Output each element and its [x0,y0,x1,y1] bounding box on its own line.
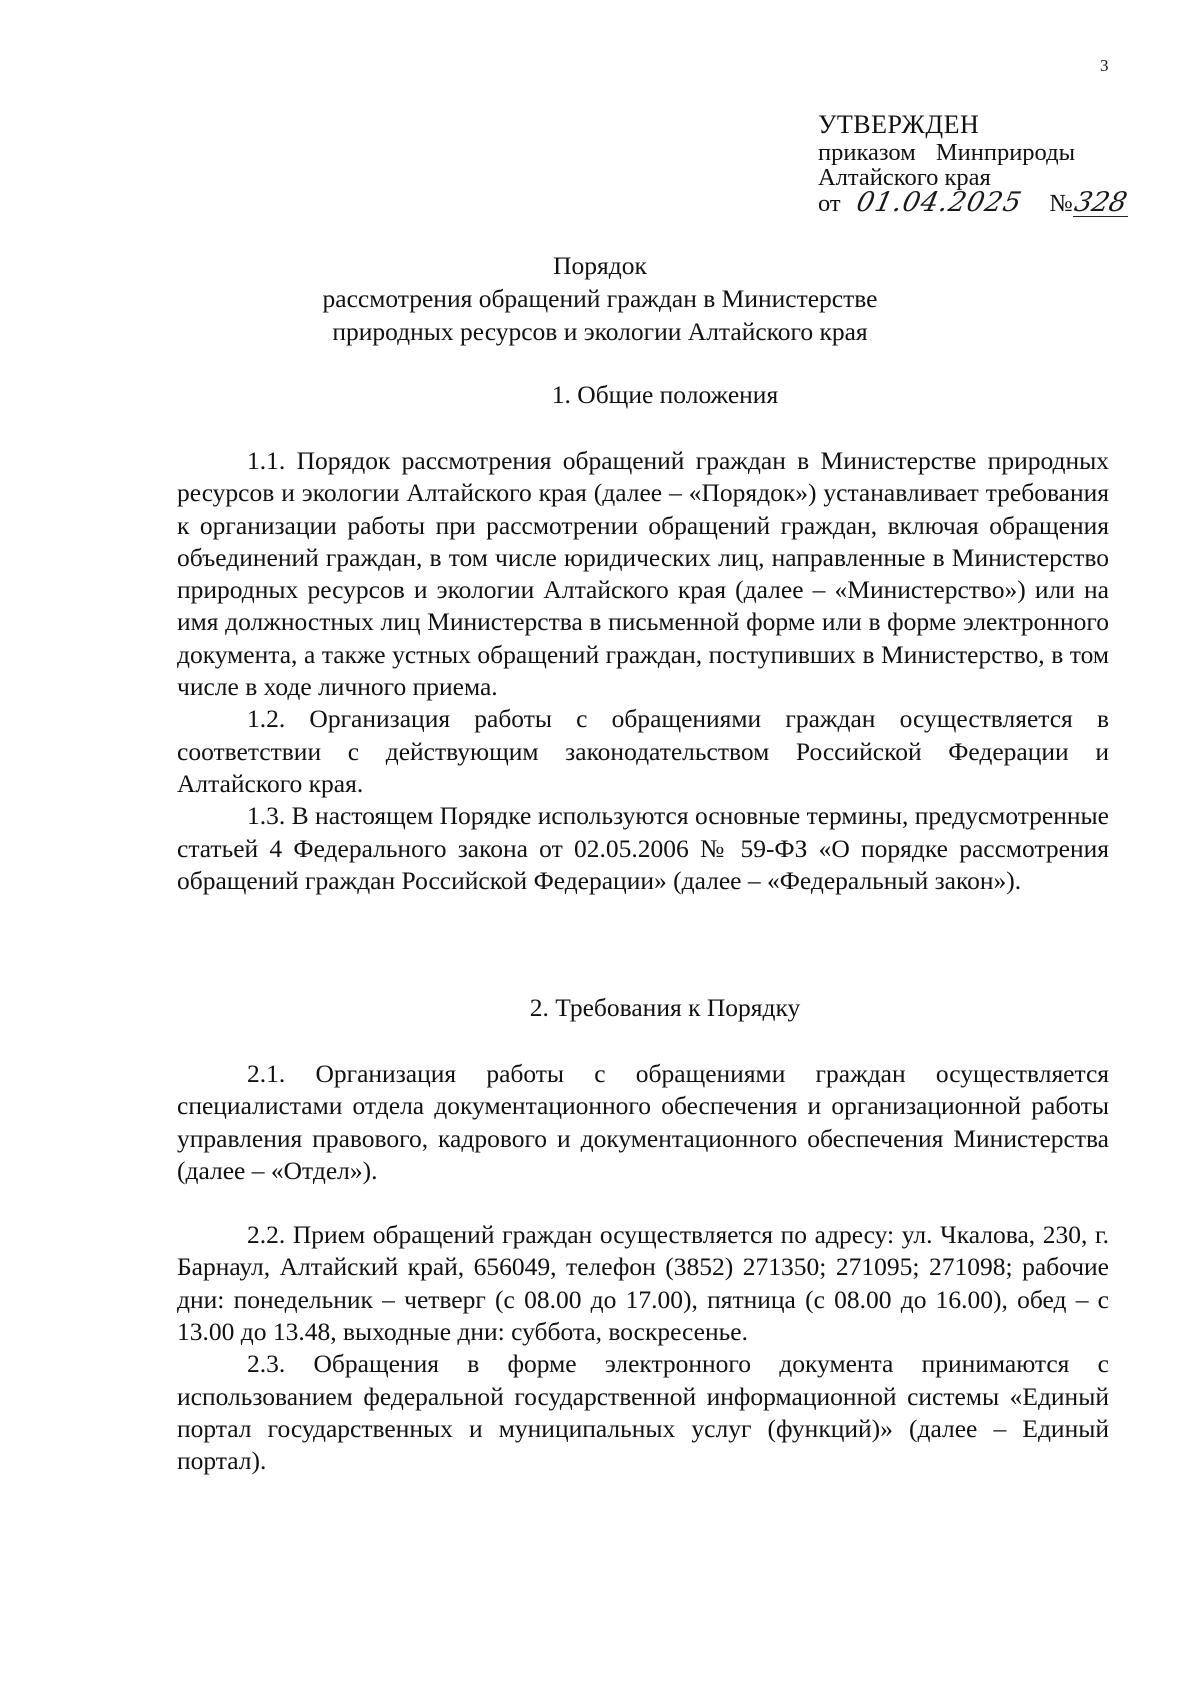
section-2-heading: 2. Требования к Порядку [529,993,801,1022]
title-line-1: Порядок [553,251,647,280]
section-2-body [177,1058,1109,1478]
paragraph-2-2: 2.2. Прием обращений граждан осуществляется по адресу: ул. Чкалова, 230, г. Барнаул, Алтайский край, 656049, телефон (3852) 271350; 271095; 271098; рабочие дни: понедельник – четверг (с 08.00 до 17.00), пятница (с 08.00 до 16.00), обед – с 13.00 до 13.48, выходные дни: суббота, воскресенье. [177,1220,1109,1347]
document-title [0,249,1200,348]
date-prefix: от [818,190,841,217]
title-line-3: природных ресурсов и экологии Алтайского края [332,317,868,346]
approval-stamp-block [818,112,1148,217]
number-underline [1071,187,1130,218]
approval-heading: УТВЕРЖДЕН [818,110,980,139]
section-1-heading: 1. Общие положения [551,380,779,409]
approval-order-line: приказом Минприроды [818,139,1076,166]
paragraph-2-1: 2.1. Организация работы с обращениями граждан осуществляется специалистами отдела документационного обеспечения и организационной работы управления правового, кадрового и документационного обеспечения Министерства (далее – «Отдел»). [177,1059,1109,1185]
page-number: 3 [1100,56,1109,75]
paragraph-1-2: 1.2. Организация работы с обращениями граждан осуществляется в соответствии с действующим законодательством Российской Федерации и Алтайского края. [177,704,1109,798]
approval-region-line: Алтайского края [818,164,991,191]
handwritten-number: 328 [1071,187,1130,218]
approval-date-number-line [818,187,1148,218]
number-prefix: № [1049,190,1073,217]
paragraph-1-1: 1.1. Порядок рассмотрения обращений граждан в Министерстве природных ресурсов и экологии Алтайского края (далее – «Порядок») устанавливает требования к организации работы при рассмотрении обращений граждан, включая обращения объединений граждан, в том числе юридических лиц, направленные в Министерство природных ресурсов и экологии Алтайского края (далее – «Министерство») или на имя должностных лиц Министерства в письменной форме или в форме электронного документа, а также устных обращений граждан, поступивших в Министерство, в том числе в ходе личного приема. [177,446,1109,702]
title-line-2: рассмотрения обращений граждан в Министерстве [322,284,878,313]
paragraph-1-3: 1.3. В настоящем Порядке используются основные термины, предусмотренные статьей 4 Федерального закона от 02.05.2006 № 59-ФЗ «О порядке рассмотрения обращений граждан Российской Федерации» (далее – «Федеральный закон»). [177,801,1109,895]
handwritten-date: 01.04.2025 [853,187,1025,218]
paragraph-2-3: 2.3. Обращения в форме электронного документа принимаются с использованием федеральной государственной информационной системы «Единый портал государственных и муниципальных услуг (функций)» (далее – Единый портал). [177,1349,1109,1476]
section-1-body [177,445,1109,897]
